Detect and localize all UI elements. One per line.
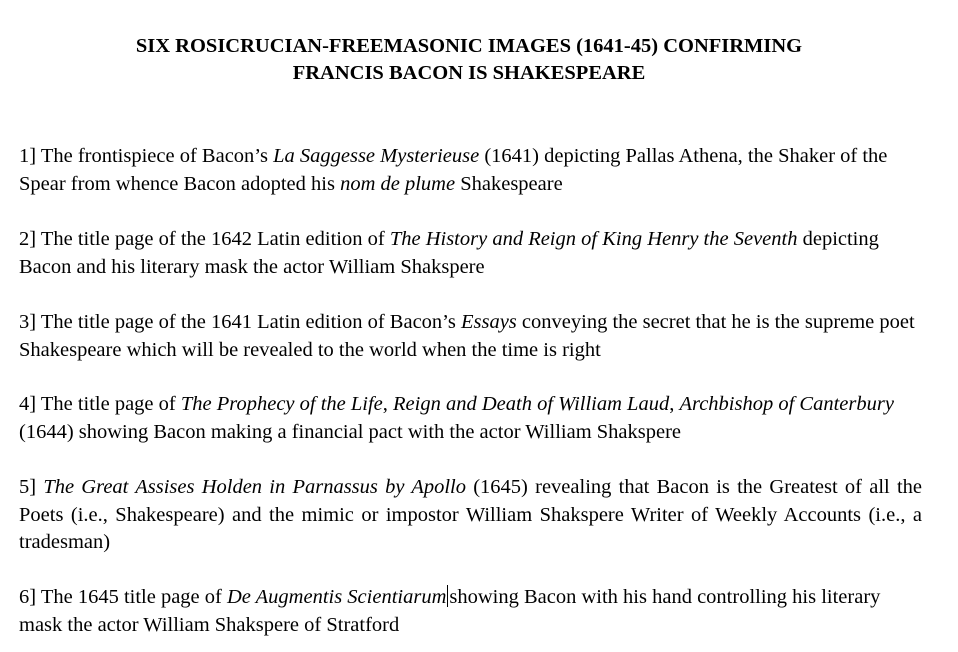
item-6-book-title: De Augmentis Scientiarum: [226, 586, 447, 608]
item-4-title-part-1: The Prophecy of the Life: [180, 393, 383, 415]
item-3-text-a: 3] The title page of the 1641 Latin edition of Bacon’s: [19, 311, 461, 333]
item-3-book-title: Essays: [460, 311, 517, 333]
list-item-5: [19, 474, 922, 557]
item-1-text-c: Shakespeare: [455, 172, 563, 195]
item-6-text-b: showing Bacon with his hand controlling his literary mask the actor William Shakspere of Stratford: [19, 586, 881, 636]
list-item-4: [19, 391, 922, 446]
item-1-text-b: (1641) depicting Pallas Athena, the Shaker of the Spear from whence Bacon adopted his: [19, 145, 888, 195]
item-1-book-title: La Saggesse Mysterieuse: [273, 145, 480, 167]
item-4-comma-2: ,: [669, 393, 680, 415]
item-6-text-a: 6] The 1645 title page of: [19, 586, 227, 608]
item-5-book-title: The Great Assises Holden in Parnassus by Apollo: [43, 476, 466, 498]
item-2-text-a: 2] The title page of the 1642 Latin edition of: [19, 228, 390, 250]
item-1-pen-name: nom de plume: [340, 172, 456, 195]
list-item-6: [19, 584, 922, 639]
item-4-text-b: (1644) showing Bacon making a financial pact with the actor William Shakspere: [19, 420, 682, 443]
item-5-text-b: (1645) revealing that Bacon is the Greatest of all the Poets (i.e., Shakespeare) and the mimic or impostor William Shakspere Writer of Weekly Accounts (i.e., a tradesman): [19, 476, 922, 553]
list-item-2: [19, 226, 922, 281]
item-5-text-a: 5]: [19, 476, 44, 498]
title-line-2: FRANCIS BACON IS SHAKESPEARE: [292, 62, 646, 84]
item-2-text-b: depicting Bacon and his literary mask the actor William Shakspere: [19, 228, 879, 278]
document-title: [0, 33, 938, 87]
list-item-1: [19, 143, 922, 198]
item-4-text-a: 4] The title page of: [19, 393, 181, 415]
list-item-3: [19, 309, 922, 364]
title-line-1: SIX ROSICRUCIAN-FREEMASONIC IMAGES (1641-45) CONFIRMING: [135, 35, 803, 57]
item-2-book-title: The History and Reign of King Henry the Seventh: [389, 228, 798, 250]
item-4-title-part-2: Reign and Death of William Laud: [393, 393, 670, 415]
item-4-title-part-3: Archbishop of Canterbury: [679, 393, 894, 415]
item-4-comma-1: ,: [382, 393, 394, 415]
item-3-text-b: conveying the secret that he is the supreme poet Shakespeare which will be revealed to the world when the time is right: [19, 311, 915, 361]
item-1-text-a: 1] The frontispiece of Bacon’s: [19, 145, 274, 167]
